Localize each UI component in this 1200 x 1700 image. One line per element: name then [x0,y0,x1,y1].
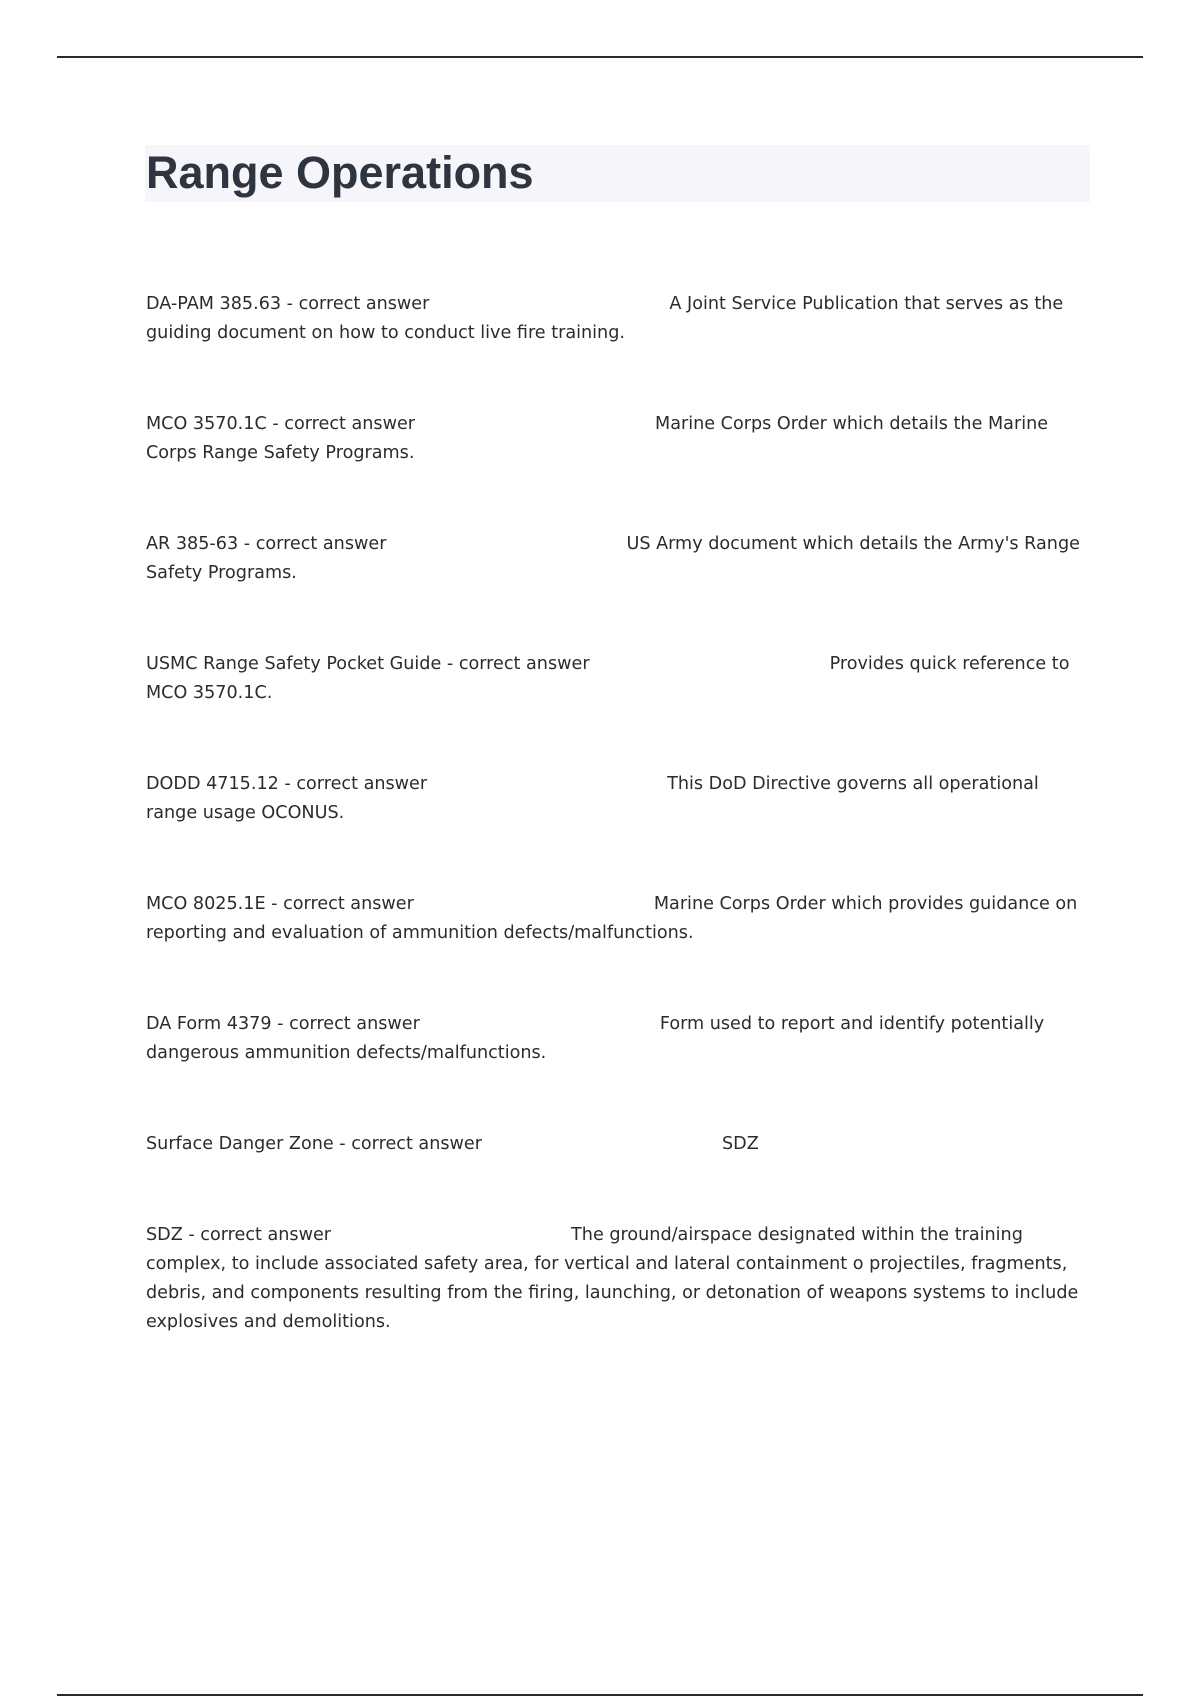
top-rule [57,56,1143,58]
item-definition: SDZ [721,1134,759,1154]
list-item [146,890,1091,948]
page-title: Range Operations [146,147,534,198]
item-definition: Form used to report and identify potentially dangerous ammunition defects/malfunctions. [146,1014,1045,1063]
list-item [146,1010,1091,1068]
item-term: SDZ - correct answer [146,1225,332,1245]
list-item [146,770,1091,828]
item-definition: US Army document which details the Army's Range Safety Programs. [146,534,1080,583]
item-term: MCO 8025.1E - correct answer [146,894,414,914]
qa-list [146,290,1091,1399]
bottom-rule [57,1694,1143,1696]
item-definition: A Joint Service Publication that serves as the guiding document on how to conduct live fire training. [146,294,1064,343]
item-term: USMC Range Safety Pocket Guide - correct answer [146,654,590,674]
item-term: MCO 3570.1C - correct answer [146,414,416,434]
list-item [146,1130,1091,1159]
list-item [146,1221,1091,1337]
list-item [146,410,1091,468]
item-definition: Marine Corps Order which provides guidance on reporting and evaluation of ammunition defects/malfunctions. [146,894,1078,943]
list-item [146,290,1091,348]
item-term: DA Form 4379 - correct answer [146,1014,420,1034]
item-definition: Marine Corps Order which details the Marine Corps Range Safety Programs. [146,414,1049,463]
item-term: DODD 4715.12 - correct answer [146,774,428,794]
item-definition: This DoD Directive governs all operational range usage OCONUS. [146,774,1039,823]
item-term: Surface Danger Zone - correct answer [146,1134,482,1154]
list-item [146,530,1091,588]
item-definition: The ground/airspace designated within the training complex, to include associated safety area, for vertical and lateral containment o projectiles, fragments, debris, and components resulting from the firing, launching, or detonation of weapons systems to include explosives and demolitions. [146,1225,1079,1332]
list-item [146,650,1091,708]
item-term: DA-PAM 385.63 - correct answer [146,294,430,314]
item-definition: Provides quick reference to MCO 3570.1C. [146,654,1070,703]
item-term: AR 385-63 - correct answer [146,534,387,554]
